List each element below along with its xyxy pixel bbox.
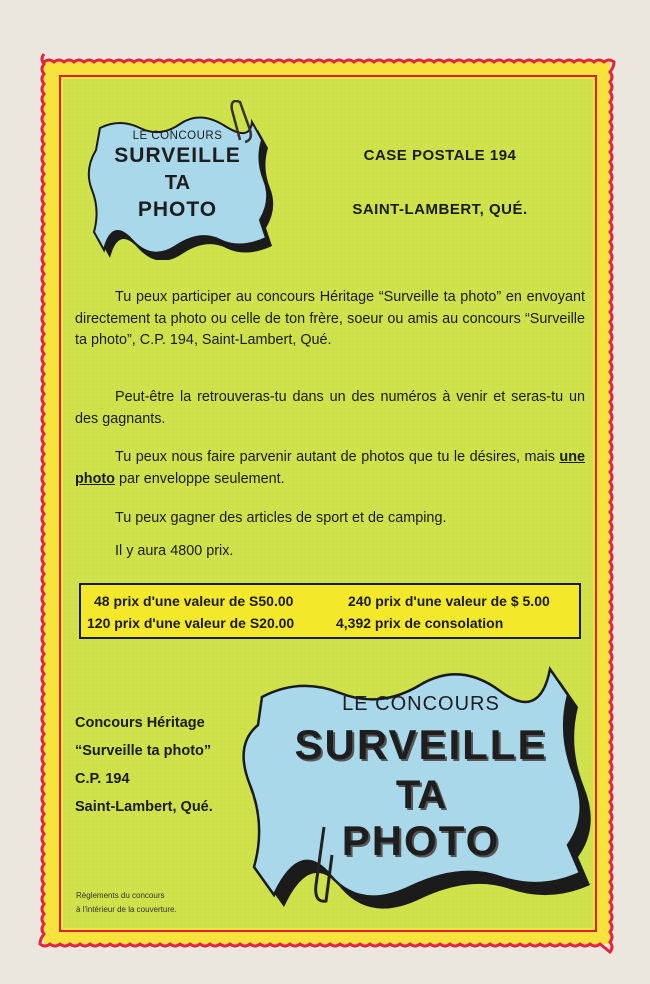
paragraph-3 [75, 447, 585, 490]
paragraph-5-text: Il y aura 4800 prix. [115, 543, 234, 559]
paragraph-1-text: Tu peux participer au concours Héritage “Surveille ta photo” en envoyant directement ta photo ou celle de ton frère, soeur ou amis au concours “Surveille ta photo”, C.P. 194, Saint-Lambert, Qué. [75, 289, 585, 348]
address-line1: CASE POSTALE 194 [363, 147, 517, 164]
paragraph-2 [75, 387, 585, 430]
paragraph-1 [75, 287, 585, 352]
prize-row2-col2: 4,392 prix de consolation [336, 615, 504, 631]
paragraph-3-text-b: par enveloppe seulement. [114, 470, 285, 487]
address-line2: SAINT-LAMBERT, QUÉ. [352, 201, 528, 218]
small-contest-stamp [80, 100, 275, 260]
paragraph-4-text: Tu peux gagner des articles de sport et de camping. [115, 510, 447, 526]
contact-line1: Concours Héritage [75, 715, 205, 731]
prize-row1-col2: 240 prix d'une valeur de $ 5.00 [348, 593, 550, 609]
paragraph-2-text: Peut-être la retrouveras-tu dans un des numéros à venir et seras-tu un des gagnants. [75, 389, 585, 427]
small-stamp-line2: SURVEILLE [114, 144, 241, 167]
paragraph-5 [75, 541, 585, 563]
large-stamp-line2: SURVEILLE [294, 721, 548, 768]
small-stamp-line4: PHOTO [137, 198, 218, 221]
contact-line4: Saint-Lambert, Qué. [75, 799, 213, 815]
small-stamp-line3: TA [164, 172, 191, 194]
contact-line3: C.P. 194 [75, 771, 130, 787]
large-stamp-line1: LE CONCOURS [342, 693, 500, 715]
fine-print-line2: à l'intérieur de la couverture. [76, 905, 177, 914]
large-stamp-line3: TA [395, 773, 447, 817]
small-stamp-line1: LE CONCOURS [132, 130, 223, 142]
paragraph-3-underlined: une photo [75, 449, 585, 487]
large-stamp-line4: PHOTO [341, 817, 501, 864]
paragraph-3-text-a: Tu peux nous faire parvenir autant de photos que tu le désires, mais [115, 449, 560, 465]
large-contest-stamp [240, 655, 602, 910]
prize-row2-col1: 120 prix d'une valeur de S20.00 [87, 615, 295, 631]
contact-line2: “Surveille ta photo” [75, 743, 212, 759]
fine-print-line1: Règlements du concours [76, 891, 165, 900]
paragraph-4 [75, 508, 585, 530]
prize-row1-col1: 48 prix d'une valeur de S50.00 [94, 593, 294, 609]
